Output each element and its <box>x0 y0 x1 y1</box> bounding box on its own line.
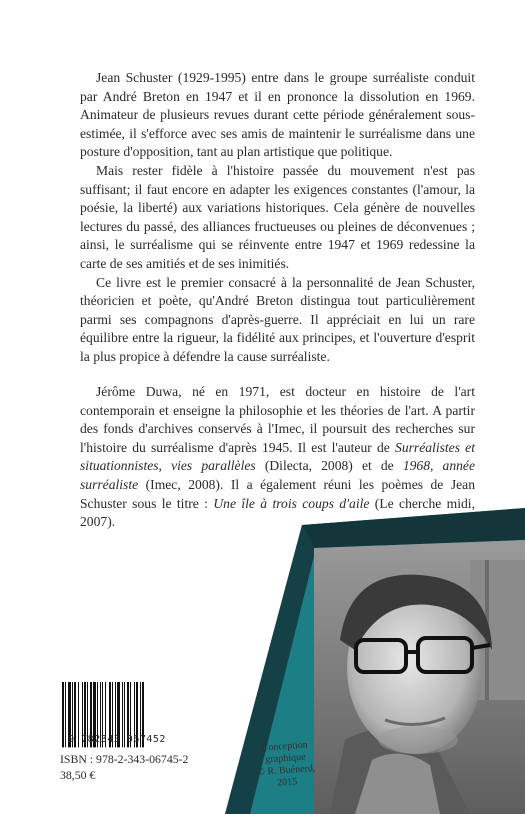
bio-text: (Le cherche midi, 2007). <box>80 495 475 530</box>
book-title: Une île à trois coups d'aile <box>213 495 370 511</box>
bio-text: (Imec, 2008). Il a également réuni les poèmes de Jean Schuster sous le titre : <box>80 476 475 511</box>
design-credit <box>254 739 317 791</box>
book-title: Surréalistes et situationnistes, vies parallèles <box>80 439 475 474</box>
bio-text: (Dilecta, 2008) et de <box>255 458 403 474</box>
price-text: 38,50 € <box>60 768 96 782</box>
credit-line: 2015 <box>276 776 298 789</box>
description-paragraph: Ce livre est le premier consacré à la personnalité de Jean Schuster, théoricien et poète, qu'André Breton distingua tout particulièrement parmi ses compagnons d'après-guerre. Il appréciait en lui un rare équilibre entre la rigueur, la fidélité aux principes, et l'ouverture d'esprit la plus propice à défendre la cause surréaliste. <box>80 274 475 364</box>
credit-line: graphique <box>265 751 306 766</box>
credit-line: © R. Buénerd, <box>256 762 316 779</box>
description-paragraph: Mais rester fidèle à l'histoire passée du mouvement n'est pas suffisant; il faut encore en adapter les exigences constantes (l'amour, la poésie, la liberté) aux variations historiques. Cela génère de nouvelles lectures du passé, des alliances fructueuses ou pleines de déconvenues ; ainsi, le surréalisme qui se réinvente entre 1947 et 1969 redessine la carte de ses amitiés et de ses inimitiés. <box>80 162 475 271</box>
description-paragraph: Jean Schuster (1929-1995) entre dans le groupe surréaliste conduit par André Breton en 1947 et il en prononce la dissolution en 1969. Animateur de plusieurs revues durant cette période généralement sous-estimée, il s'efforce avec ses amis de maintenir le surréalisme dans une posture d'opposition, tant au plan artistique que politique. <box>80 70 475 160</box>
bio-text: Jérôme Duwa, né en 1971, est docteur en histoire de l'art contemporain et enseigne la philosophie et les théories de l'art. A partir des fonds d'archives conservés à l'Imec, il poursuit des recherches sur l'histoire du surréalisme d'après 1945. Il est l'auteur de <box>80 384 475 455</box>
credit-line: Conception <box>261 739 309 754</box>
isbn-text: ISBN : 978-2-343-06745-2 <box>60 752 189 766</box>
book-title: 1968, année surréaliste <box>80 458 475 492</box>
barcode-digits: 9 782343 067452 <box>68 734 166 745</box>
